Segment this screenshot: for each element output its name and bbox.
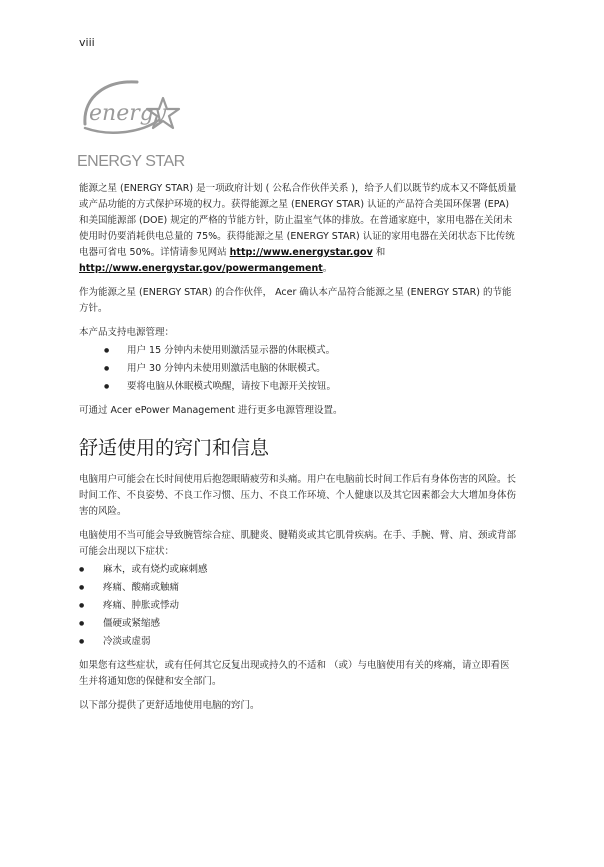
main-content <box>79 181 519 722</box>
energy-star-logo <box>77 76 187 176</box>
comfort-para1: 电脑用户可能会在长时间使用后抱怨眼睛疲劳和头痛。用户在电脑前长时间工作后有身体伤害的风险。长时间工作、不良姿势、不良工作习惯、压力、不良工作环境、个人健康以及其它因素都会大大增加身体伤害的风险。 <box>79 474 517 517</box>
power-management-intro: 本产品支持电源管理： <box>79 327 175 338</box>
list-item: ● 用户 15 分钟内未使用则激活显示器的休眠模式。 <box>79 343 519 359</box>
power-management-list <box>79 343 519 395</box>
comfort-para4: 以下部分提供了更舒适地使用电脑的窍门。 <box>79 700 260 711</box>
energy-star-emblem-icon <box>77 76 187 152</box>
list-item: ● 疼痛、酸痛或触痛 <box>79 580 519 596</box>
list-item: ● 要将电脑从休眠模式唤醒，请按下电源开关按钮。 <box>79 379 519 395</box>
energy-star-para1: 能源之星 (ENERGY STAR) 是一项政府计划 ( 公私合作伙伴关系 )，给予人们以既节约成本又不降低质量或产品功能的方式保护环境的权力。获得能源之星 (ENERGY STAR) 认证的产品符合美国环保署 (EPA) 和美国能源部 (DOE) 规定的严格的节能方针，防止温室气体的排放。在普通家庭中，家用电器在关闭未使用时仍要消耗供电总量的 75%。获得能源之星 (ENERGY STAR) 认证的家用电器在关闭状态下比传统电器可省电 50%。详情请参见网站 <box>79 183 517 258</box>
list-item: ● 麻木，或有烧灼或麻刺感 <box>79 562 519 578</box>
epower-note: 可通过 Acer ePower Management 进行更多电源管理设置。 <box>79 405 343 416</box>
period-text: 。 <box>322 263 333 274</box>
energy-script: energy <box>89 101 167 126</box>
list-item: ● 僵硬或紧缩感 <box>79 616 519 632</box>
list-item: ● 用户 30 分钟内未使用则激活电脑的休眠模式。 <box>79 361 519 377</box>
and-text: 和 <box>372 247 386 258</box>
energy-star-description <box>79 181 519 277</box>
section-heading: 舒适使用的窍门和信息 <box>79 437 270 459</box>
list-item: ● 冷淡或虚弱 <box>79 634 519 650</box>
list-item: ● 疼痛、肿胀或悸动 <box>79 598 519 614</box>
energystar-link[interactable]: http://www.energystar.gov <box>229 247 373 258</box>
comfort-para2: 电脑使用不当可能会导致腕管综合症、肌腱炎、腱鞘炎或其它肌骨疾病。在手、手腕、臂、肩、颈或背部可能会出现以下症状： <box>79 530 517 557</box>
comfort-para3: 如果您有这些症状，或有任何其它反复出现或持久的不适和 （或）与电脑使用有关的疼痛，请立即看医生并将通知您的保健和安全部门。 <box>79 660 510 687</box>
partner-statement: 作为能源之星 (ENERGY STAR) 的合作伙伴， Acer 确认本产品符合能源之星 (ENERGY STAR) 的节能方针。 <box>79 287 512 314</box>
powermanagement-link[interactable]: http://www.energystar.gov/powermangement <box>79 263 323 274</box>
page-number: viii <box>79 36 95 49</box>
symptom-list <box>79 562 519 650</box>
energy-star-label: ENERGY STAR <box>77 153 185 170</box>
